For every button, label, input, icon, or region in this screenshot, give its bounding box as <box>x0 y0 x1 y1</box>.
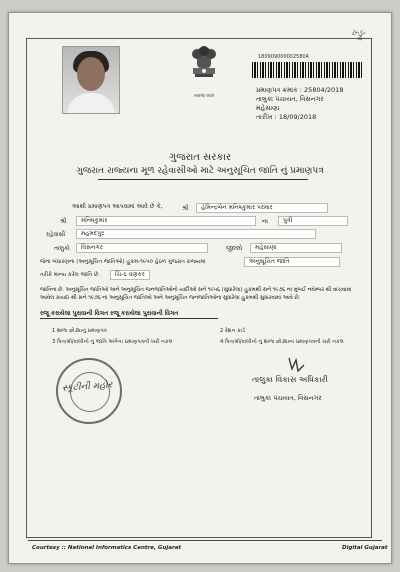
date-label: તારીખ : <box>256 113 277 121</box>
village-label: રહેવાસી <box>46 231 66 238</box>
footer-divider <box>28 540 382 541</box>
taluka-label: તાલુકો <box>54 245 70 252</box>
father-name-field: મનિષકુમાર <box>76 216 256 226</box>
handwritten-page-note: ખ્ડ્રુ- <box>351 28 366 39</box>
applicant-prefix: શ્રી <box>182 205 189 212</box>
relation-label: ના <box>262 218 268 225</box>
applicant-name-field: હેમિન્દ્રબેન મનિષકુમાર પરમાર <box>196 203 328 213</box>
state-emblem-icon <box>183 44 225 96</box>
office-line: તાલુકા પંચાયત, વિસનગર <box>256 95 324 103</box>
village-field: મહમદપુર <box>76 229 316 239</box>
applicant-photo <box>62 46 120 114</box>
certificate-title: ગુજરાત રાજ્યના મૂળ રહેવાસીઓ માટે અનુસૂચિત જાતિ નું પ્રમાણપત્ર <box>76 166 324 176</box>
emblem-caption: सत्यमेव जयते <box>194 93 214 98</box>
district-field: મહેસાણા <box>250 243 342 253</box>
footer-brand: Digital Gujarat <box>342 545 388 551</box>
document-item-3: 3 પિતાશ્રી/વાલીનો નું જાતિ અંગેના પ્રમાણપત્રની ખરી નકલ <box>52 339 173 345</box>
documents-heading-underline <box>40 318 218 319</box>
caste-line: જેના બંધારણના (અનુસૂચિત જાતિઓ) હુકમ-૧૯૫૦ હેઠળ ગુજરાત રાજ્યમાં <box>40 259 206 265</box>
signatory-office: તાલુકા પંચાયત, વિસનગર <box>254 394 322 402</box>
subcaste-field: ચિ-૬ વણકર <box>110 270 150 280</box>
signatory-title: તાલુકા વિકાસ અધિકારી <box>252 375 328 384</box>
document-item-1: 1 શાળા છોડ્યાનું પ્રમાણપત્ર <box>52 328 108 334</box>
district-label: જીલ્લો <box>226 245 243 252</box>
caste-field: અનુસૂચિત જાતિ <box>244 257 340 267</box>
father-prefix: શ્રી <box>60 218 67 225</box>
title-underline <box>98 179 308 180</box>
document-item-2: 2 રેશન કાર્ડ <box>220 328 245 334</box>
cert-number-label: પ્રમાણપત્ર ક્રમાંક : <box>256 86 302 94</box>
subcaste-label: તરીકે માન્ય કરેલ જાતિ છે. <box>40 272 101 278</box>
intro-text: આથી પ્રમાણપત્ર આપવામાં આવે છે કે, <box>72 203 163 210</box>
district-line: મહેસાણા <box>256 104 280 112</box>
relation-field: પુત્રી <box>278 216 348 226</box>
document-item-4: 4 પિતાશ્રી/વાલીનો નું શાળા છોડ્યાના પ્રમાણપત્રની ખરી નકલ <box>220 339 344 345</box>
cert-number: 25804/2018 <box>304 86 344 94</box>
barcode-number: 1809090000025804 <box>258 54 309 60</box>
taluka-field: વિસનગર <box>76 243 208 253</box>
footer-courtesy: Courtesy :: National Informatics Centre, Gujarat <box>32 545 182 551</box>
cert-date: 18/09/2018 <box>278 113 317 121</box>
certificate-info <box>256 86 343 122</box>
barcode <box>252 62 364 78</box>
government-title: ગુજરાત સરકાર <box>168 152 232 163</box>
seal-text: સ્કૂટીની મહોર <box>61 380 113 394</box>
documents-heading: રજૂ કરાયેલા પુરાવાની વિગત રજૂ કરાયેલા પુરાવાની વિગત <box>40 310 179 317</box>
legal-paragraph: જાતિના છે. અનુસૂચિત જાતિઓ અને અનુસૂચિત જનજાતિઓનો યાદીઓ સને ૧૯૫૬ (સુધારેલા) હુકમથી સને ૧૯૭૬ ના મુંબઈ નવેમ્બર થી વાંચવામાં આવેલ કાયદા થી સને ૧૯૭૬ ના અનુસૂચિત જાતિઓ અને અનુસૂચિત જનજાતિઓના સુધારેલા હુકમથી સુધારવામાં આવે છે. <box>40 287 352 301</box>
officer-signature <box>286 355 308 375</box>
